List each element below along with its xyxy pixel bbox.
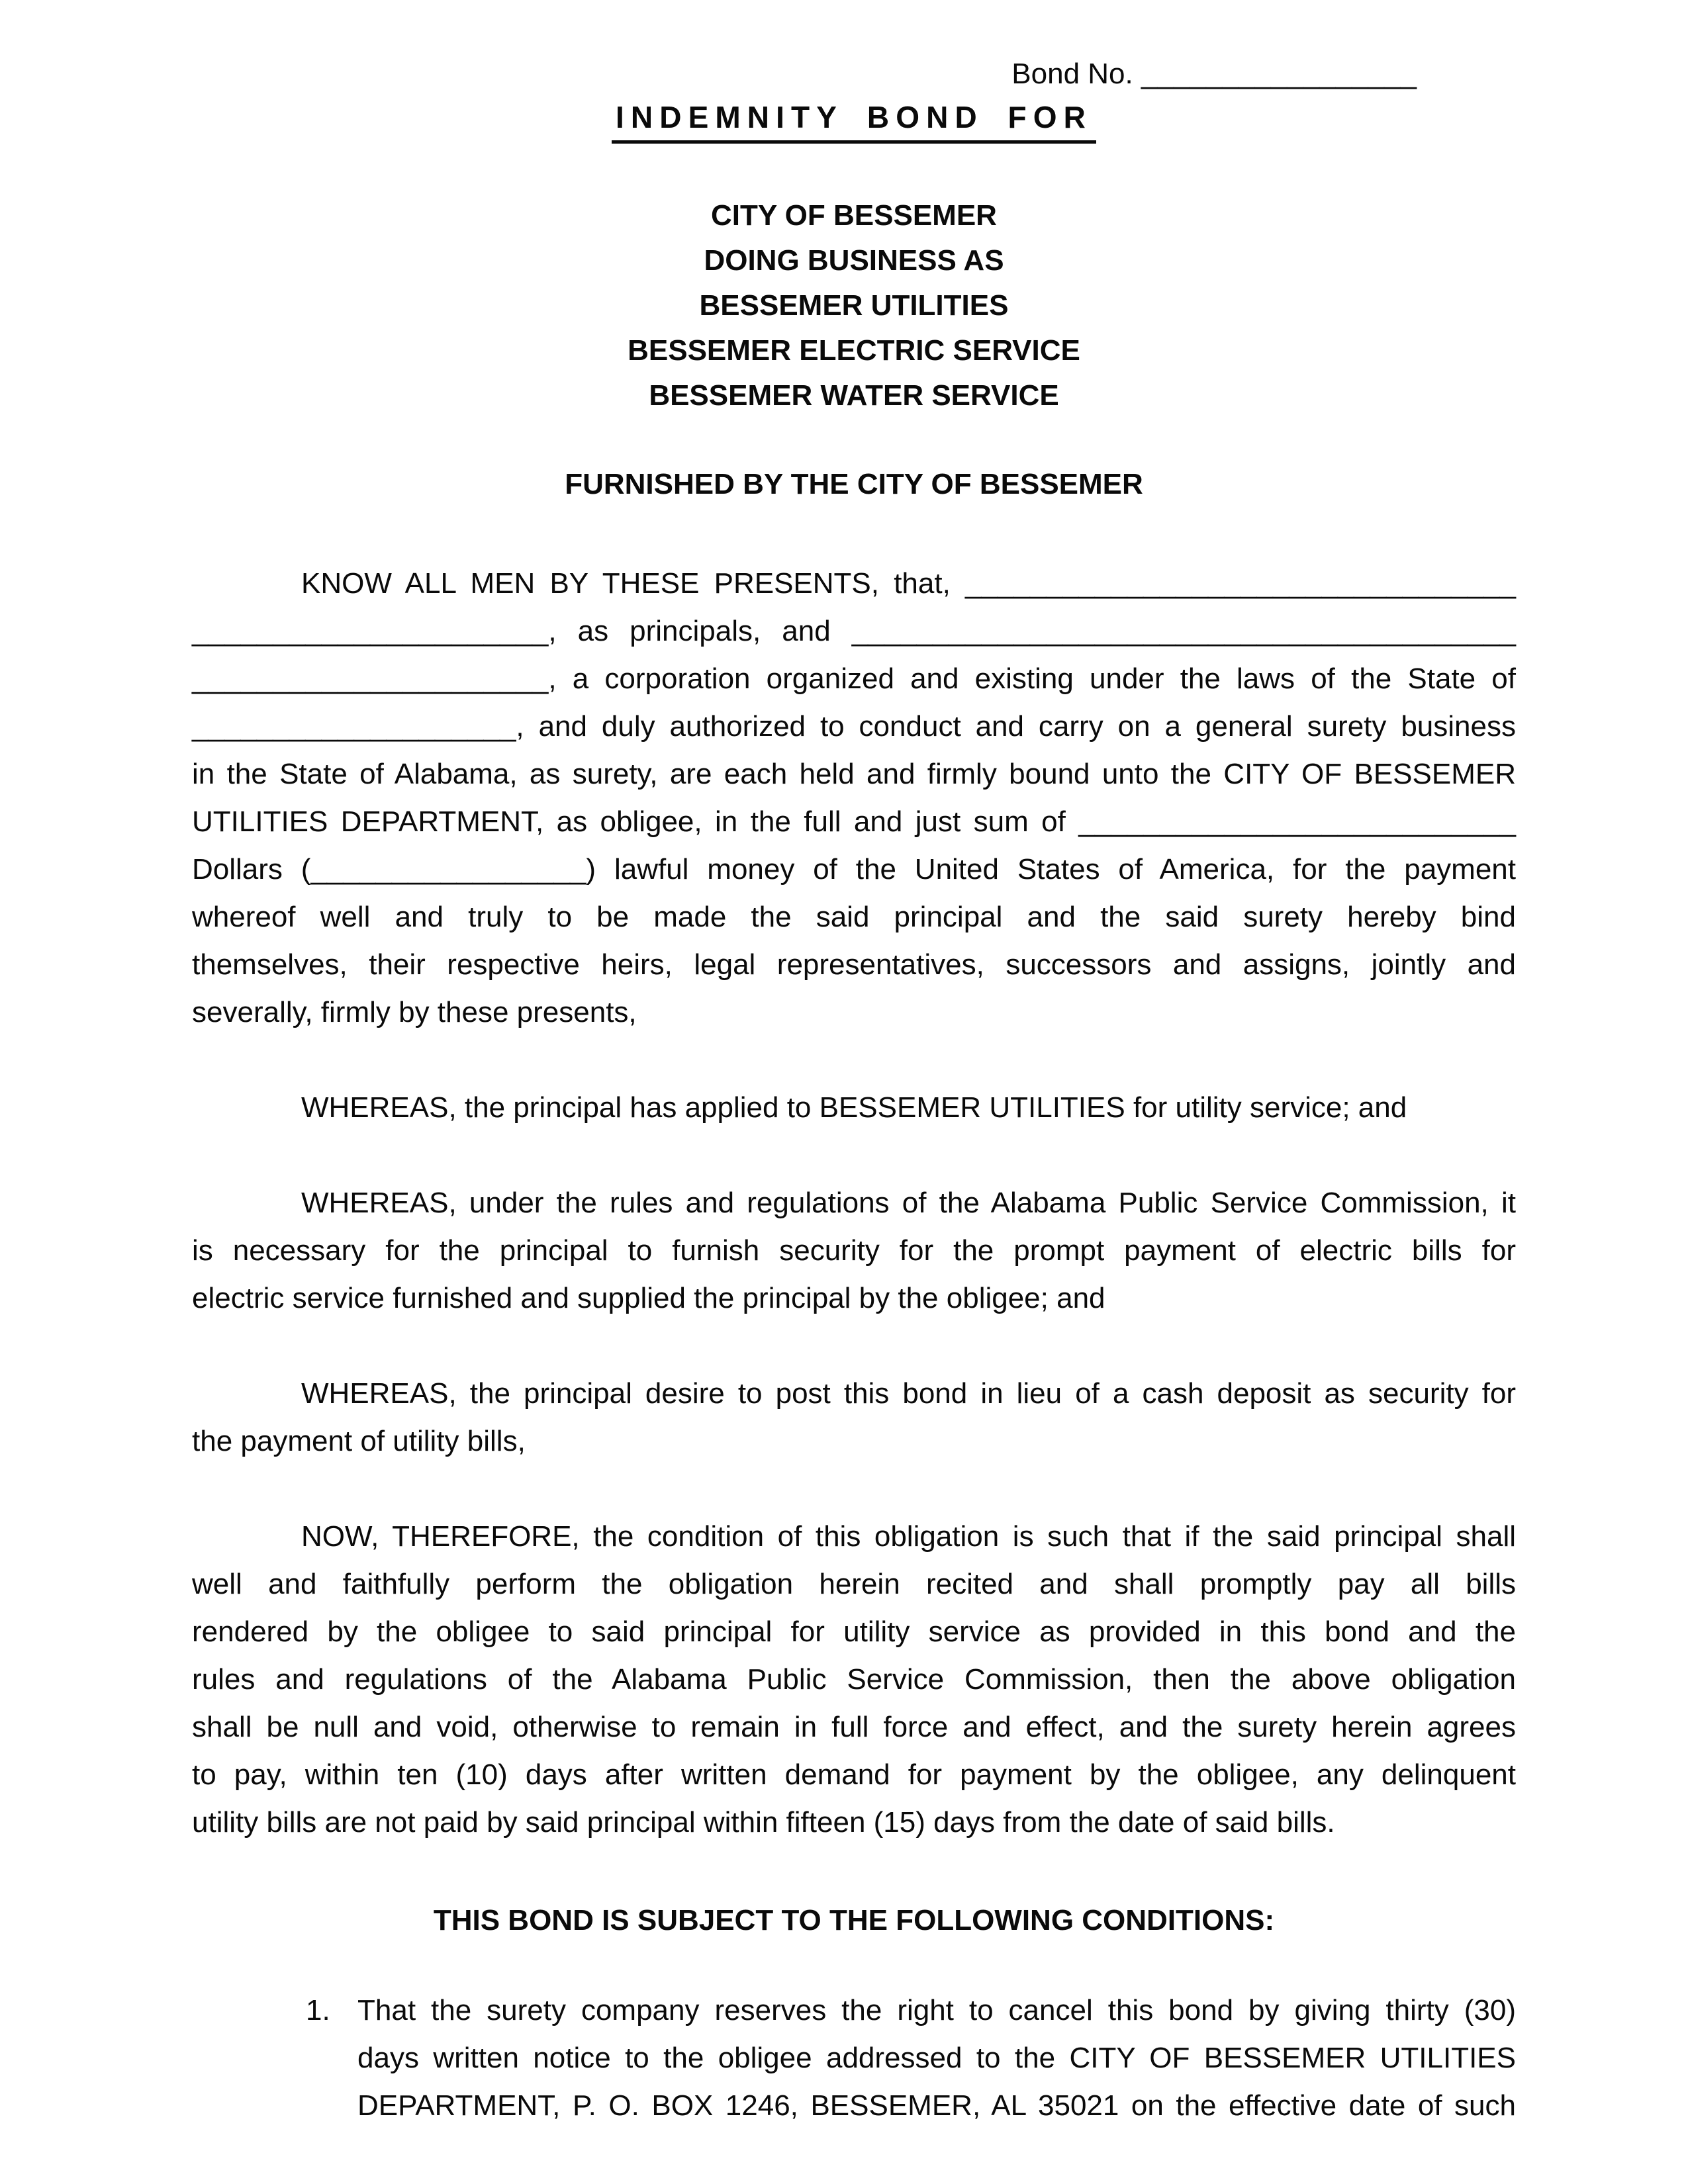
text-line: DOING BUSINESS AS bbox=[704, 244, 1004, 277]
text-line: ______________________, a corporation organized and existing under the laws of the State of bbox=[192, 662, 1516, 695]
text-line: UTILITIES DEPARTMENT, as obligee, in the full and just sum of ___________________________ bbox=[192, 805, 1516, 838]
condition-item-1-number: 1. bbox=[306, 1994, 330, 2026]
text-line: is necessary for the principal to furnish security for the prompt payment of electric bills for bbox=[192, 1234, 1516, 1267]
text-line: BESSEMER WATER SERVICE bbox=[649, 379, 1059, 412]
whereas-paragraph-1 bbox=[192, 1084, 1516, 1132]
bond-number-blank: _________________ bbox=[1141, 58, 1417, 90]
whereas-paragraph-3 bbox=[192, 1370, 1516, 1465]
text-line: well and faithfully perform the obligation herein recited and shall promptly pay all bills bbox=[192, 1568, 1516, 1600]
text-line: shall be null and void, otherwise to remain in full force and effect, and the surety herein agrees bbox=[192, 1711, 1516, 1743]
text-line: ______________________, as principals, and _________________________________________ bbox=[192, 615, 1516, 647]
text-line: WHEREAS, the principal has applied to BESSEMER UTILITIES for utility service; and bbox=[301, 1091, 1407, 1124]
text-line: days written notice to the obligee addressed to the CITY OF BESSEMER UTILITIES bbox=[357, 2042, 1516, 2074]
text-line: whereof well and truly to be made the said principal and the said surety hereby bind bbox=[192, 901, 1516, 933]
text-line: the payment of utility bills, bbox=[192, 1425, 526, 1457]
condition-item-1-text bbox=[357, 1987, 1516, 2130]
text-line: WHEREAS, under the rules and regulations of the Alabama Public Service Commission, it bbox=[301, 1187, 1516, 1219]
bond-number-row bbox=[192, 58, 1516, 90]
organization-name-block bbox=[192, 193, 1516, 418]
text-line: That the surety company reserves the right to cancel this bond by giving thirty (30) bbox=[357, 1994, 1516, 2026]
text-line: rules and regulations of the Alabama Public Service Commission, then the above obligation bbox=[192, 1663, 1516, 1696]
text-line: severally, firmly by these presents, bbox=[192, 996, 637, 1028]
now-therefore-paragraph bbox=[192, 1513, 1516, 1846]
furnished-by-line: FURNISHED BY THE CITY OF BESSEMER bbox=[565, 468, 1143, 500]
text-line: utility bills are not paid by said principal within fifteen (15) days from the date of said bills. bbox=[192, 1806, 1335, 1839]
text-line: NOW, THEREFORE, the condition of this obligation is such that if the said principal shall bbox=[301, 1520, 1516, 1553]
text-line: Dollars (_________________) lawful money of the United States of America, for the payment bbox=[192, 853, 1516, 886]
text-line: BESSEMER UTILITIES bbox=[699, 289, 1009, 322]
title-row bbox=[192, 99, 1516, 143]
text-line: WHEREAS, the principal desire to post this bond in lieu of a cash deposit as security for bbox=[301, 1377, 1516, 1410]
page-title: INDEMNITY BOND FOR bbox=[612, 99, 1096, 144]
text-line: BESSEMER ELECTRIC SERVICE bbox=[628, 334, 1080, 367]
text-line: themselves, their respective heirs, legal representatives, successors and assigns, jointly and bbox=[192, 948, 1516, 981]
opening-paragraph bbox=[192, 560, 1516, 1036]
whereas-paragraph-2 bbox=[192, 1179, 1516, 1322]
document-body bbox=[192, 560, 1516, 2130]
text-line: CITY OF BESSEMER bbox=[711, 199, 997, 232]
text-line: to pay, within ten (10) days after written demand for payment by the obligee, any delinquent bbox=[192, 1758, 1516, 1791]
text-line: KNOW ALL MEN BY THESE PRESENTS, that, __________________________________ bbox=[301, 567, 1516, 600]
text-line: DEPARTMENT, P. O. BOX 1246, BESSEMER, AL 35021 on the effective date of such bbox=[357, 2089, 1516, 2122]
condition-item-1 bbox=[192, 1987, 1516, 2130]
bond-number-label: Bond No. bbox=[1011, 58, 1133, 90]
text-line: rendered by the obligee to said principal for utility service as provided in this bond and the bbox=[192, 1615, 1516, 1648]
text-line: in the State of Alabama, as surety, are each held and firmly bound unto the CITY OF BESSEMER bbox=[192, 758, 1516, 790]
conditions-heading: THIS BOND IS SUBJECT TO THE FOLLOWING CONDITIONS: bbox=[433, 1904, 1275, 1936]
text-line: ____________________, and duly authorized to conduct and carry on a general surety business bbox=[192, 710, 1516, 743]
text-line: electric service furnished and supplied the principal by the obligee; and bbox=[192, 1282, 1105, 1314]
